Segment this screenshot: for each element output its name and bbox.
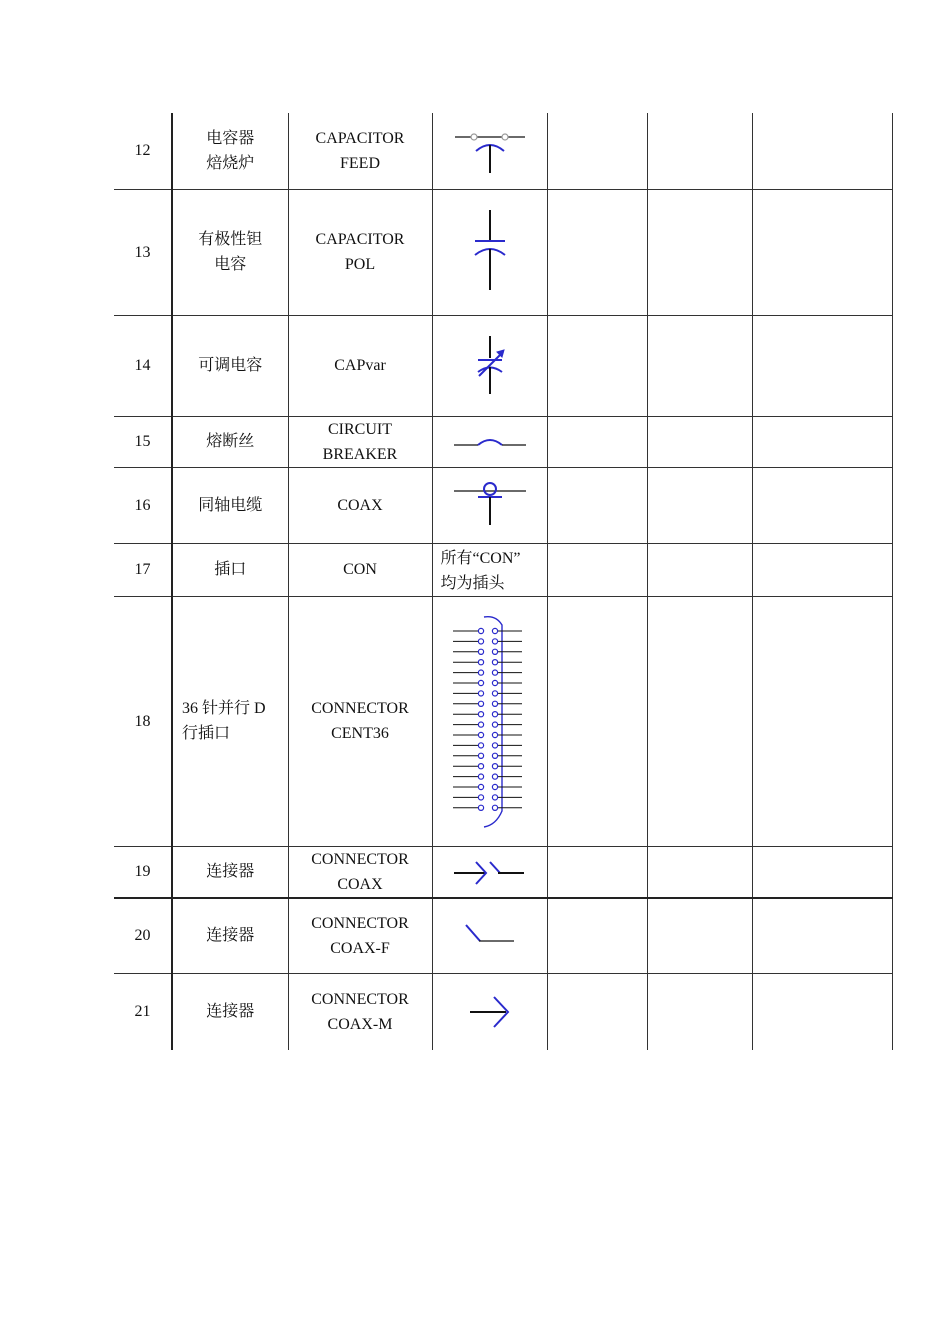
coax-icon xyxy=(452,483,528,527)
empty-cell xyxy=(752,416,892,467)
empty-cell xyxy=(752,189,892,315)
row-number: 12 xyxy=(114,113,172,189)
chinese-name: 插口 xyxy=(172,543,288,596)
table-row xyxy=(114,974,892,1050)
empty-cell xyxy=(547,974,647,1050)
pin-left xyxy=(478,743,483,748)
chinese-name: 连接器 xyxy=(172,846,288,898)
row-number: 16 xyxy=(114,467,172,543)
empty-cell xyxy=(647,974,752,1050)
table-row xyxy=(114,189,892,315)
connector-cent36-icon xyxy=(452,611,528,831)
chinese-name: 连接器 xyxy=(172,974,288,1050)
empty-cell xyxy=(752,543,892,596)
empty-cell xyxy=(547,596,647,846)
empty-cell xyxy=(752,846,892,898)
empty-cell xyxy=(647,596,752,846)
table-row xyxy=(114,416,892,467)
empty-cell xyxy=(547,846,647,898)
connector-coax-f-icon xyxy=(460,923,520,949)
empty-cell xyxy=(547,416,647,467)
pin-right xyxy=(492,805,497,810)
symbol-table xyxy=(114,113,893,1050)
pin-left xyxy=(478,784,483,789)
pin-right xyxy=(492,660,497,665)
table-row xyxy=(114,543,892,596)
pin-right xyxy=(492,784,497,789)
symbol-table-page xyxy=(114,113,892,1050)
empty-cell xyxy=(752,467,892,543)
empty-cell xyxy=(647,467,752,543)
pin-left xyxy=(478,753,483,758)
capacitor-var-icon xyxy=(465,336,515,396)
symbol-cell xyxy=(432,416,547,467)
symbol-cell xyxy=(432,315,547,416)
empty-cell xyxy=(752,974,892,1050)
pin-left xyxy=(478,722,483,727)
empty-cell xyxy=(547,315,647,416)
symbol-cell xyxy=(432,113,547,189)
empty-cell xyxy=(752,596,892,846)
empty-cell xyxy=(647,543,752,596)
row-number: 21 xyxy=(114,974,172,1050)
connector-coax-m-icon xyxy=(460,994,520,1030)
table-row xyxy=(114,596,892,846)
pin-left xyxy=(478,774,483,779)
pin-left xyxy=(478,712,483,717)
pin-left xyxy=(478,660,483,665)
pin-left xyxy=(478,691,483,696)
empty-cell xyxy=(547,189,647,315)
english-name: COAX xyxy=(288,467,432,543)
chinese-name: 有极性钽 电容 xyxy=(172,189,288,315)
symbol-cell xyxy=(432,189,547,315)
empty-cell xyxy=(647,113,752,189)
pin-right xyxy=(492,628,497,633)
english-name: CIRCUIT BREAKER xyxy=(288,416,432,467)
table-row xyxy=(114,113,892,189)
english-name: CONNECTOR CENT36 xyxy=(288,596,432,846)
pin-right xyxy=(492,680,497,685)
row-number: 15 xyxy=(114,416,172,467)
pin-left xyxy=(478,795,483,800)
pin-right xyxy=(492,722,497,727)
table-row xyxy=(114,315,892,416)
note-cell: 所有“CON” 均为插头 xyxy=(432,543,547,596)
pin-left xyxy=(478,639,483,644)
chinese-name: 36 针并行 D 行插口 xyxy=(172,596,288,846)
pin-right xyxy=(492,712,497,717)
english-name: CON xyxy=(288,543,432,596)
chinese-name: 可调电容 xyxy=(172,315,288,416)
chinese-name: 同轴电缆 xyxy=(172,467,288,543)
english-name: CONNECTOR COAX-F xyxy=(288,898,432,974)
table-row xyxy=(114,898,892,974)
empty-cell xyxy=(647,898,752,974)
symbol-cell xyxy=(432,974,547,1050)
pin-left xyxy=(478,764,483,769)
empty-cell xyxy=(752,898,892,974)
symbol-cell xyxy=(432,467,547,543)
pin-right xyxy=(492,774,497,779)
chinese-name: 电容器 焙烧炉 xyxy=(172,113,288,189)
capacitor-pol-icon xyxy=(460,210,520,294)
table-row xyxy=(114,846,892,898)
capacitor-feed-icon xyxy=(450,129,530,173)
empty-cell xyxy=(647,189,752,315)
connector-coax-icon xyxy=(452,858,528,886)
row-number: 18 xyxy=(114,596,172,846)
english-name: CONNECTOR COAX xyxy=(288,846,432,898)
table-row xyxy=(114,467,892,543)
empty-cell xyxy=(752,113,892,189)
circuit-breaker-icon xyxy=(452,434,528,450)
symbol-cell xyxy=(432,898,547,974)
pin-right xyxy=(492,670,497,675)
pin-left xyxy=(478,649,483,654)
english-name: CONNECTOR COAX-M xyxy=(288,974,432,1050)
pin-left xyxy=(478,805,483,810)
english-name: CAPACITOR FEED xyxy=(288,113,432,189)
empty-cell xyxy=(752,315,892,416)
row-number: 17 xyxy=(114,543,172,596)
pin-right xyxy=(492,732,497,737)
pin-right xyxy=(492,701,497,706)
pin-right xyxy=(492,639,497,644)
row-number: 13 xyxy=(114,189,172,315)
chinese-name: 连接器 xyxy=(172,898,288,974)
pin-left xyxy=(478,732,483,737)
english-name: CAPvar xyxy=(288,315,432,416)
empty-cell xyxy=(547,113,647,189)
row-number: 19 xyxy=(114,846,172,898)
pin-left xyxy=(478,670,483,675)
empty-cell xyxy=(647,416,752,467)
row-number: 14 xyxy=(114,315,172,416)
pin-right xyxy=(492,795,497,800)
empty-cell xyxy=(647,846,752,898)
pin-left xyxy=(478,701,483,706)
empty-cell xyxy=(647,315,752,416)
pin-right xyxy=(492,743,497,748)
empty-cell xyxy=(547,898,647,974)
pin-right xyxy=(492,753,497,758)
pin-right xyxy=(492,764,497,769)
pin-left xyxy=(478,680,483,685)
row-number: 20 xyxy=(114,898,172,974)
pin-left xyxy=(478,628,483,633)
empty-cell xyxy=(547,467,647,543)
pin-right xyxy=(492,649,497,654)
symbol-cell xyxy=(432,596,547,846)
symbol-cell xyxy=(432,846,547,898)
empty-cell xyxy=(547,543,647,596)
english-name: CAPACITOR POL xyxy=(288,189,432,315)
chinese-name: 熔断丝 xyxy=(172,416,288,467)
pin-right xyxy=(492,691,497,696)
